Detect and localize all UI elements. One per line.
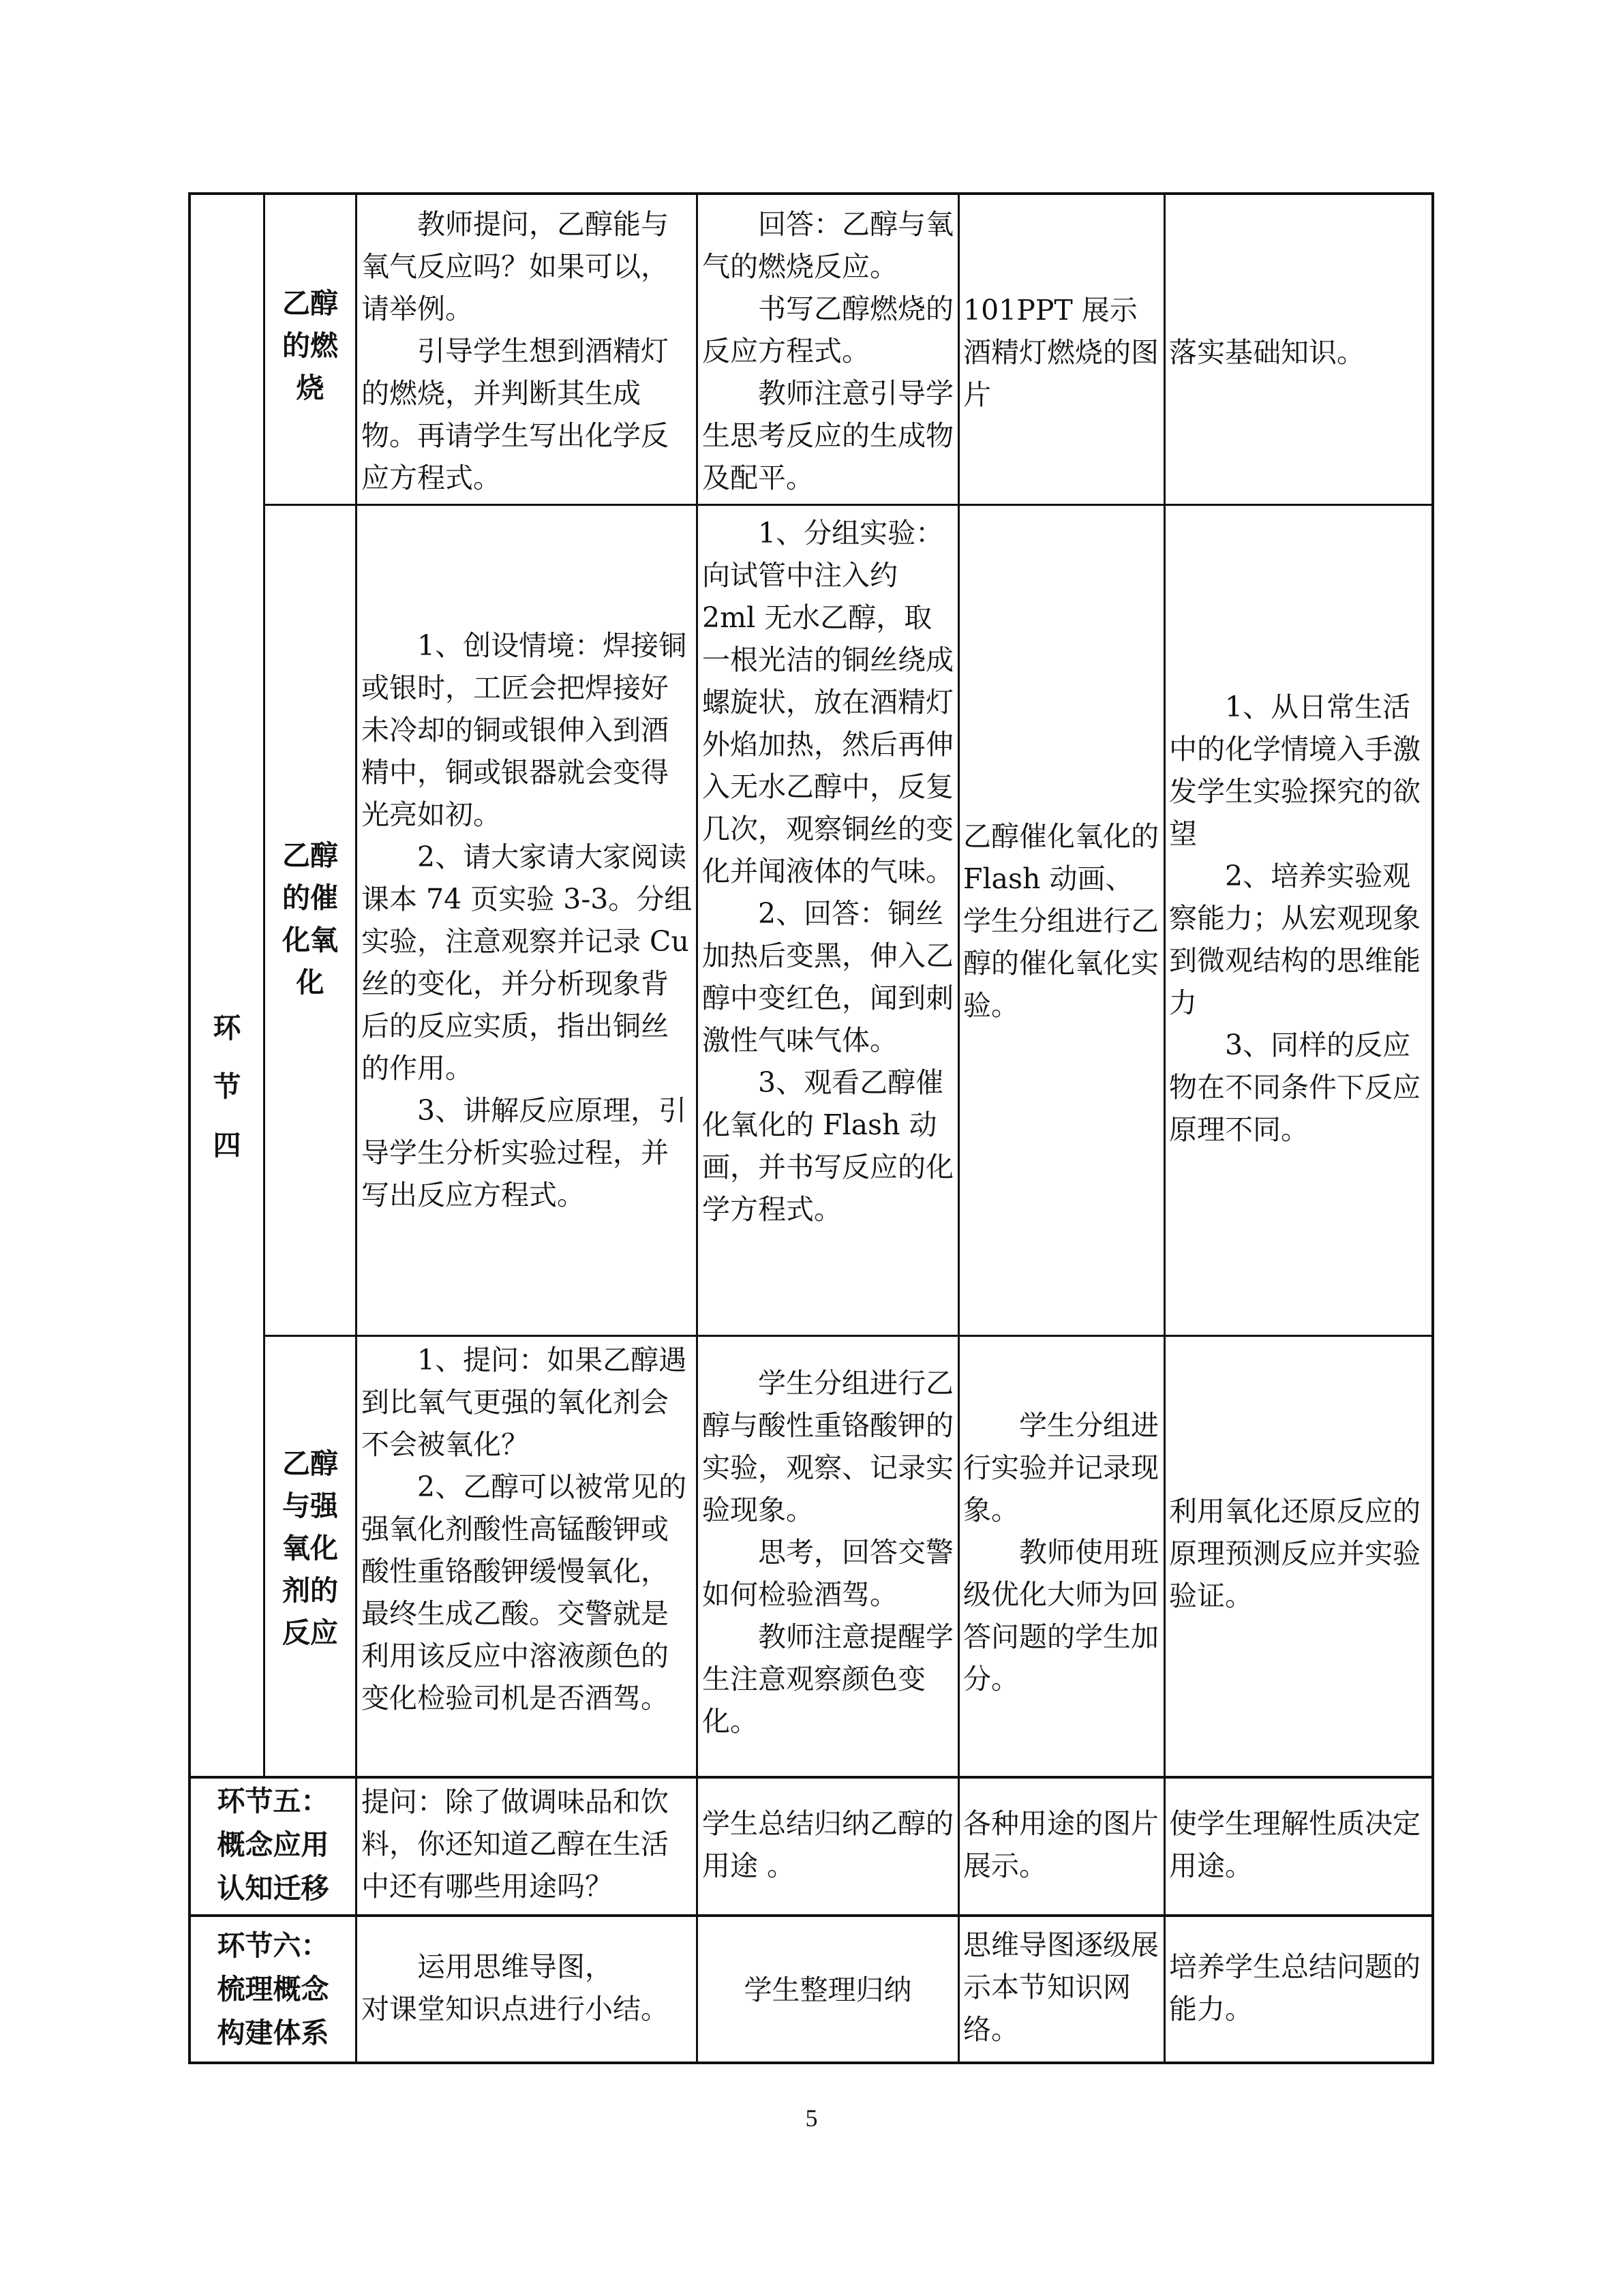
teacher-activity	[361, 624, 693, 1216]
media-use	[963, 815, 1161, 1027]
design-purpose	[1169, 1946, 1431, 2030]
stage-label-line: 概念应用	[217, 1828, 329, 1861]
paragraph: 1、提问：如果乙醇遇到比氧气更强的氧化剂会不会被氧化？	[361, 1344, 687, 1461]
teacher-activity	[361, 1339, 693, 1719]
topic-label-line: 反应	[282, 1616, 338, 1649]
topic-label-line: 乙醇	[282, 839, 338, 872]
column-divider	[696, 195, 698, 2064]
topic-label-line: 的燃	[282, 329, 338, 362]
paragraph: 学生整理归纳	[744, 1974, 912, 2006]
paragraph: 1、从日常生活中的化学情境入手激发学生实验探究的欲望	[1169, 691, 1421, 850]
topic-label	[265, 1442, 355, 1654]
paragraph: 教师注意提醒学生注意观察颜色变化。	[702, 1620, 954, 1738]
design-purpose	[1169, 1490, 1431, 1617]
topic-label-line: 与强	[282, 1490, 338, 1522]
paragraph: 3、同样的反应物在不同条件下反应原理不同。	[1169, 1029, 1421, 1146]
student-activity	[698, 1969, 958, 2011]
paragraph: 学生分组进行实验并记录现象。	[963, 1409, 1159, 1526]
topic-label-line: 剂的	[282, 1574, 338, 1607]
paragraph: 学生分组进行乙醇与酸性重铬酸钾的实验，观察、记录实验现象。	[702, 1367, 954, 1526]
paragraph: 提问：除了做调味品和饮料，你还知道乙醇在生活中还有哪些用途吗？	[361, 1785, 669, 1903]
column-divider	[1164, 195, 1166, 2064]
row-divider	[191, 1914, 1434, 1917]
stage-label	[191, 1778, 355, 1914]
paragraph: 思维导图逐级展示本节知识网络。	[963, 1929, 1159, 2046]
paragraph: 对课堂知识点进行小结。	[361, 1993, 669, 2025]
section-label-char: 环	[213, 1012, 241, 1044]
topic-label-line: 乙醇	[282, 1447, 338, 1480]
topic-label-line: 化	[296, 966, 324, 999]
stage-label-line: 环节六：	[217, 1929, 329, 1962]
stage-label-line: 构建体系	[217, 2016, 329, 2049]
column-divider	[958, 195, 960, 2064]
paragraph: 乙醇催化氧化的 Flash 动画、学生分组进行乙醇的催化氧化实验。	[963, 820, 1159, 1022]
stage-label	[191, 1917, 355, 2064]
column-divider	[355, 195, 357, 2064]
paragraph: 2、请大家请大家阅读课本 74 页实验 3-3。分组实验，注意观察并记录 Cu 丝的变化，并分析现象背后的反应实质，指出铜丝的作用。	[361, 841, 693, 1085]
teacher-activity	[361, 1781, 693, 1907]
paragraph: 教师使用班级优化大师为回答问题的学生加分。	[963, 1536, 1159, 1695]
paragraph: 2、培养实验观察能力；从宏观现象到微观结构的思维能力	[1169, 860, 1421, 1019]
stage-label-line: 环节五：	[217, 1785, 329, 1817]
row-divider	[264, 1335, 1434, 1337]
paragraph: 教师提问，乙醇能与氧气反应吗？如果可以，请举例。	[361, 208, 669, 325]
media-use	[963, 1924, 1161, 2051]
paragraph: 利用氧化还原反应的原理预测反应并实验验证。	[1169, 1495, 1421, 1612]
student-activity	[702, 203, 956, 499]
paragraph: 教师注意引导学生思考反应的生成物及配平。	[702, 377, 954, 494]
section-label-char: 节	[213, 1070, 241, 1103]
student-activity	[702, 1802, 956, 1887]
paragraph: 使学生理解性质决定用途。	[1169, 1807, 1421, 1882]
paragraph: 1、创设情境：焊接铜或银时，工匠会把焊接好未冷却的铜或银伸入到酒精中，铜或银器就会变得光亮如初。	[361, 629, 687, 831]
lesson-plan-table	[188, 192, 1434, 2064]
paragraph: 思考，回答交警如何检验酒驾。	[702, 1536, 954, 1611]
media-use	[963, 1802, 1161, 1887]
paragraph: 引导学生想到酒精灯的燃烧，并判断其生成物。再请学生写出化学反应方程式。	[361, 335, 669, 494]
paragraph: 3、讲解反应原理，引导学生分析实验过程，并写出反应方程式。	[361, 1094, 687, 1211]
topic-label-line: 烧	[296, 372, 324, 404]
teacher-activity	[361, 1946, 693, 2030]
paragraph: 2、回答：铜丝加热后变黑，伸入乙醇中变红色，闻到刺激性气味气体。	[702, 897, 954, 1057]
row-divider	[191, 1776, 1434, 1779]
paragraph: 2、乙醇可以被常见的强氧化剂酸性高锰酸钾或酸性重铬酸钾缓慢氧化，最终生成乙酸。交警就是利用该反应中溶液颜色的变化检验司机是否酒驾。	[361, 1470, 687, 1715]
page-number: 5	[805, 2104, 818, 2132]
paragraph: 培养学生总结问题的能力。	[1169, 1950, 1421, 2025]
media-use	[963, 1404, 1161, 1700]
stage-label-line: 梳理概念	[217, 1973, 329, 2006]
student-activity	[702, 512, 956, 1230]
paragraph: 101PPT 展示酒精灯燃烧的图片	[963, 294, 1159, 411]
design-purpose	[1169, 686, 1431, 1151]
paragraph: 运用思维导图，	[417, 1950, 613, 1983]
topic-label	[265, 282, 355, 409]
paragraph: 3、观看乙醇催化氧化的 Flash 动画，并书写反应的化学方程式。	[702, 1066, 954, 1226]
topic-label-line: 乙醇	[282, 287, 338, 320]
media-use	[963, 289, 1161, 416]
topic-label	[265, 834, 355, 1003]
paragraph: 1、分组实验：向试管中注入约 2ml 无水乙醇，取一根光洁的铜丝绕成螺旋状，放在酒精灯外焰加热，然后再伸入无水乙醇中，反复几次，观察铜丝的变化并闻液体的气味。	[702, 517, 954, 888]
paragraph: 各种用途的图片展示。	[963, 1807, 1159, 1882]
row-divider	[264, 504, 1434, 506]
topic-label-line: 氧化	[282, 1532, 338, 1565]
teacher-activity	[361, 203, 693, 499]
design-purpose	[1169, 1802, 1431, 1887]
paragraph: 落实基础知识。	[1169, 336, 1365, 369]
section-label	[191, 1006, 263, 1182]
student-activity	[702, 1362, 956, 1742]
paragraph: 回答：乙醇与氧气的燃烧反应。	[702, 208, 954, 283]
topic-label-line: 的催	[282, 881, 338, 914]
section-label-char: 四	[213, 1129, 241, 1162]
paragraph: 书写乙醇燃烧的反应方程式。	[702, 292, 954, 367]
design-purpose	[1169, 331, 1431, 374]
topic-label-line: 化氧	[282, 924, 338, 956]
paragraph: 学生总结归纳乙醇的用途 。	[702, 1807, 954, 1882]
stage-label-line: 认知迁移	[217, 1872, 329, 1905]
